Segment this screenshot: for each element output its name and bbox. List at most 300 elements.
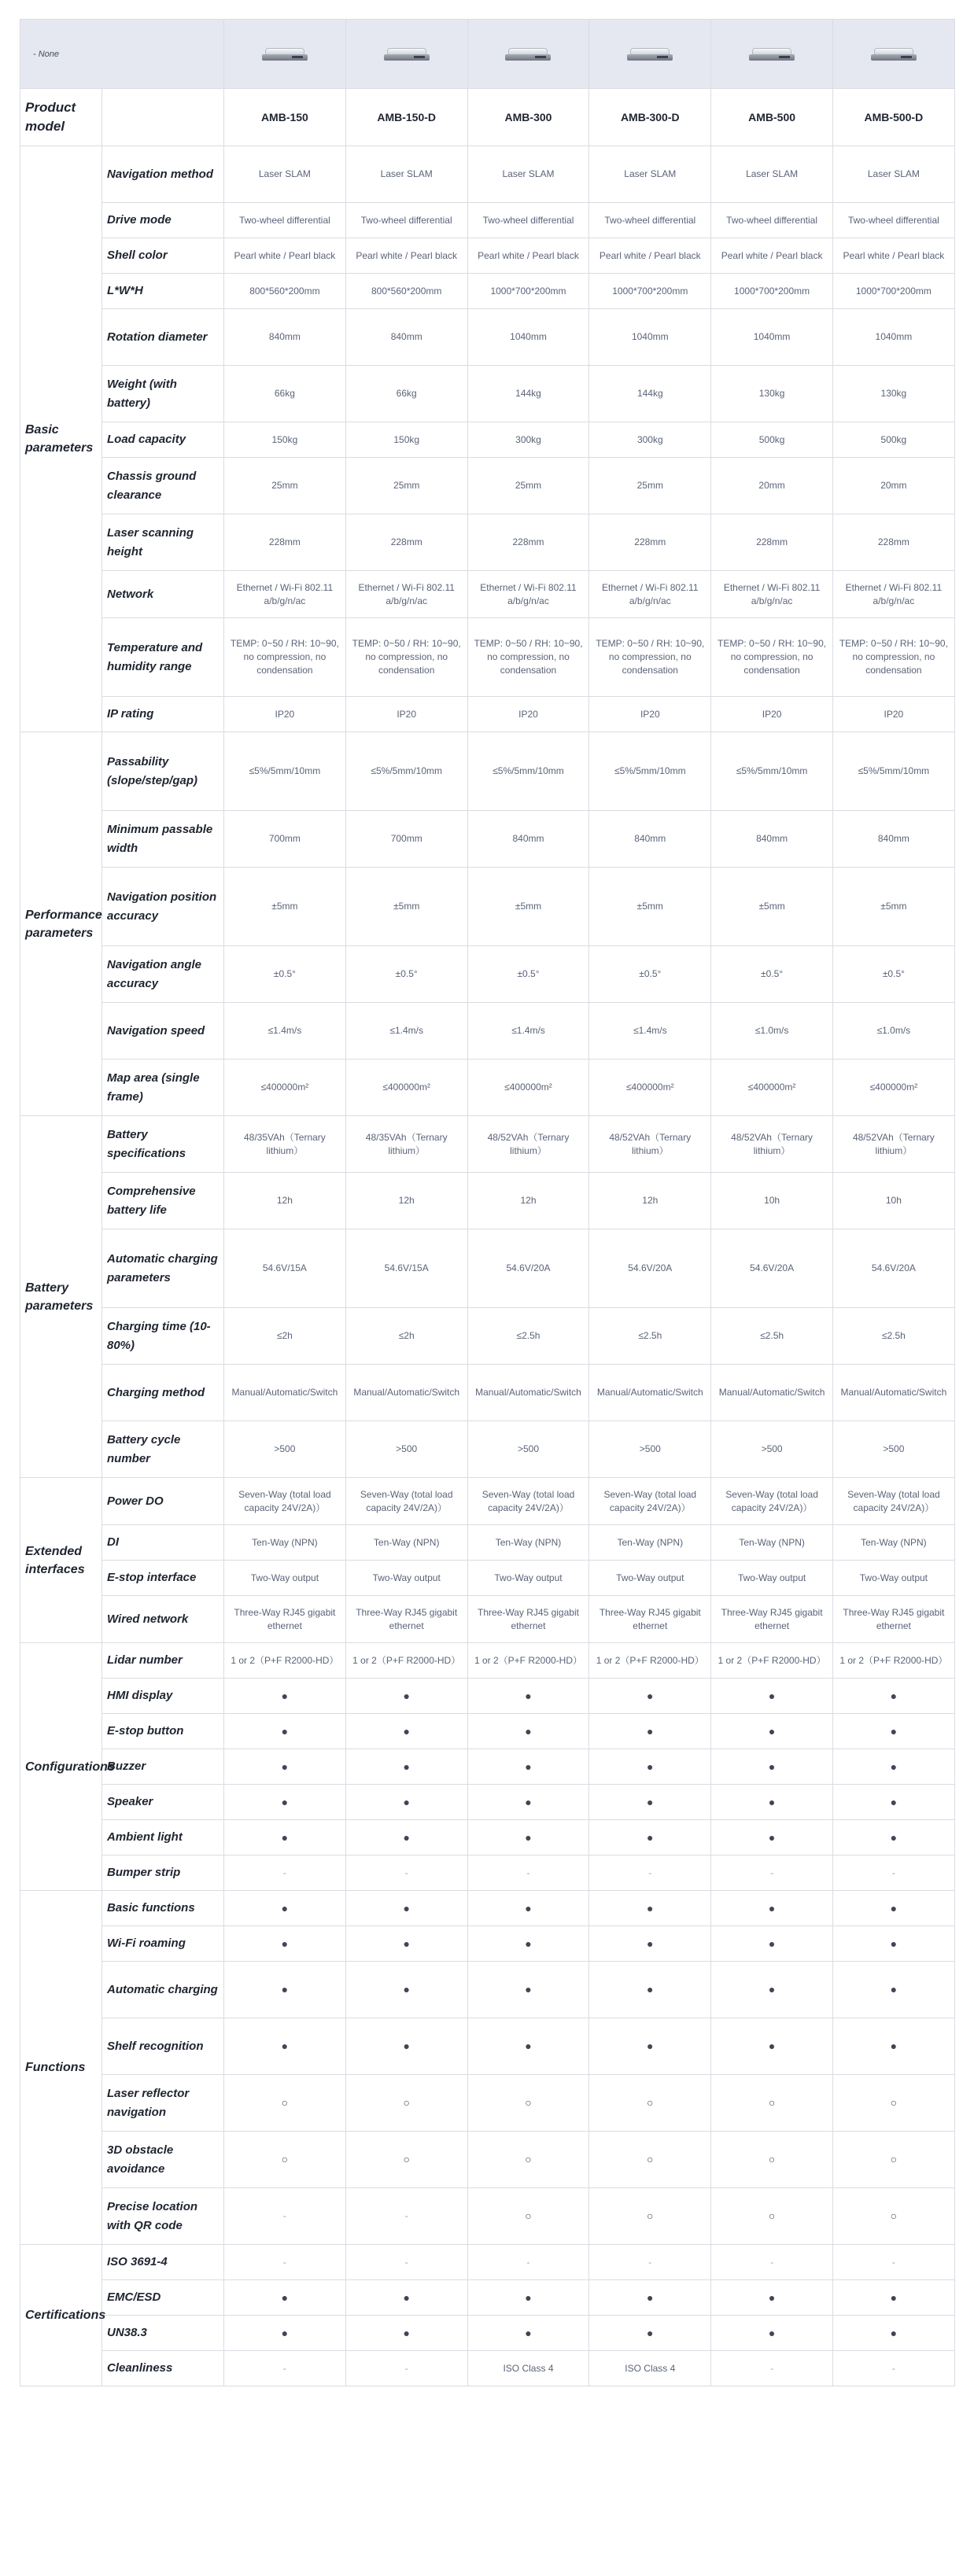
spec-value: Two-wheel differential <box>224 203 346 238</box>
optional-feature-icon: ○ <box>224 2075 346 2132</box>
not-available-mark: - <box>345 2351 467 2386</box>
parameter-label: Drive mode <box>102 203 224 238</box>
spec-value: Pearl white / Pearl black <box>589 238 711 274</box>
spec-value: ±5mm <box>467 868 589 946</box>
spec-row <box>20 1926 955 1962</box>
spec-value: Two-wheel differential <box>345 203 467 238</box>
spec-value: Ten-Way (NPN) <box>711 1525 833 1561</box>
spec-row <box>20 366 955 422</box>
standard-feature-icon: ● <box>345 1714 467 1749</box>
parameter-label: Wi-Fi roaming <box>102 1926 224 1962</box>
spec-value: ≤400000m² <box>589 1060 711 1116</box>
spec-row <box>20 2316 955 2351</box>
spec-value: 25mm <box>589 458 711 514</box>
spec-value: 1 or 2（P+F R2000-HD） <box>711 1643 833 1679</box>
spec-row <box>20 697 955 732</box>
spec-value: Laser SLAM <box>832 146 954 203</box>
spec-value: ≤5%/5mm/10mm <box>589 732 711 811</box>
parameter-label: Shell color <box>102 238 224 274</box>
standard-feature-icon: ● <box>467 1891 589 1926</box>
spec-value: Seven-Way (total load capacity 24V/2A)） <box>832 1478 954 1525</box>
spec-value: Two-Way output <box>467 1561 589 1596</box>
standard-feature-icon: ● <box>711 1714 833 1749</box>
standard-feature-icon: ● <box>467 2316 589 2351</box>
spec-value: IP20 <box>467 697 589 732</box>
spec-value: ±0.5° <box>589 946 711 1003</box>
spec-row <box>20 2075 955 2132</box>
spec-value: ±0.5° <box>467 946 589 1003</box>
group-label: Functions <box>20 1891 102 2245</box>
spec-row <box>20 1060 955 1116</box>
parameter-label: E-stop button <box>102 1714 224 1749</box>
amr-chassis-icon <box>505 46 551 62</box>
standard-feature-icon: ● <box>345 1891 467 1926</box>
spec-value: TEMP: 0~50 / RH: 10~90, no compression, no condensation <box>467 618 589 697</box>
parameter-label: Cleanliness <box>102 2351 224 2386</box>
product-spec-table <box>20 19 955 2386</box>
spec-value: >500 <box>467 1421 589 1478</box>
spec-value: ±5mm <box>589 868 711 946</box>
standard-feature-icon: ● <box>224 2316 346 2351</box>
model-name: AMB-300 <box>467 89 589 146</box>
parameter-label: Laser scanning height <box>102 514 224 571</box>
spec-value: 150kg <box>224 422 346 458</box>
not-available-mark: - <box>589 2245 711 2280</box>
spec-row <box>20 1643 955 1679</box>
spec-value: 54.6V/20A <box>467 1229 589 1308</box>
spec-value: 25mm <box>345 458 467 514</box>
spec-value: 1040mm <box>467 309 589 366</box>
spec-value: Manual/Automatic/Switch <box>589 1365 711 1421</box>
spec-value: 20mm <box>832 458 954 514</box>
spec-value: IP20 <box>832 697 954 732</box>
standard-feature-icon: ● <box>345 1679 467 1714</box>
spec-value: 25mm <box>224 458 346 514</box>
optional-feature-icon: ○ <box>589 2188 711 2245</box>
spec-value: 840mm <box>224 309 346 366</box>
not-available-mark: - <box>345 1856 467 1891</box>
parameter-label: Navigation speed <box>102 1003 224 1060</box>
spec-row <box>20 1003 955 1060</box>
parameter-label: Ambient light <box>102 1820 224 1856</box>
spec-value: ≤2h <box>224 1308 346 1365</box>
spec-value: 228mm <box>224 514 346 571</box>
spec-value: TEMP: 0~50 / RH: 10~90, no compression, no condensation <box>224 618 346 697</box>
parameter-label: Map area (single frame) <box>102 1060 224 1116</box>
parameter-label: 3D obstacle avoidance <box>102 2132 224 2188</box>
parameter-label: Charging method <box>102 1365 224 1421</box>
spec-value: ≤400000m² <box>467 1060 589 1116</box>
optional-feature-icon: ○ <box>711 2132 833 2188</box>
spec-value: 48/52VAh（Ternary lithium） <box>467 1116 589 1173</box>
spec-value: Three-Way RJ45 gigabit ethernet <box>589 1596 711 1643</box>
spec-value: 48/52VAh（Ternary lithium） <box>711 1116 833 1173</box>
standard-feature-icon: ● <box>832 2316 954 2351</box>
parameter-label: Rotation diameter <box>102 309 224 366</box>
spec-value: 1 or 2（P+F R2000-HD） <box>224 1643 346 1679</box>
standard-feature-icon: ● <box>832 1749 954 1785</box>
amr-chassis-icon <box>871 46 917 62</box>
spec-value: Laser SLAM <box>467 146 589 203</box>
standard-feature-icon: ● <box>711 1749 833 1785</box>
spec-value: Two-wheel differential <box>832 203 954 238</box>
standard-feature-icon: ● <box>589 1749 711 1785</box>
model-name: AMB-150 <box>224 89 346 146</box>
spec-value: IP20 <box>711 697 833 732</box>
spec-value: 54.6V/15A <box>345 1229 467 1308</box>
standard-feature-icon: ● <box>589 2316 711 2351</box>
spec-value: ≤400000m² <box>345 1060 467 1116</box>
spec-value: TEMP: 0~50 / RH: 10~90, no compression, no condensation <box>711 618 833 697</box>
spec-row <box>20 732 955 811</box>
spec-row <box>20 2188 955 2245</box>
spec-value: 700mm <box>345 811 467 868</box>
parameter-label: Shelf recognition <box>102 2018 224 2075</box>
spec-value: Laser SLAM <box>224 146 346 203</box>
spec-value: Ten-Way (NPN) <box>467 1525 589 1561</box>
standard-feature-icon: ● <box>467 1926 589 1962</box>
spec-row <box>20 2351 955 2386</box>
optional-feature-icon: ○ <box>224 2132 346 2188</box>
spec-value: 500kg <box>832 422 954 458</box>
standard-feature-icon: ● <box>711 2018 833 2075</box>
spec-value: 48/35VAh（Ternary lithium） <box>345 1116 467 1173</box>
spec-value: ≤2h <box>345 1308 467 1365</box>
standard-feature-icon: ● <box>832 1820 954 1856</box>
spec-row <box>20 458 955 514</box>
optional-feature-icon: ○ <box>711 2188 833 2245</box>
image-header-row <box>20 20 955 89</box>
spec-row <box>20 2132 955 2188</box>
standard-feature-icon: ● <box>224 1820 346 1856</box>
standard-feature-icon: ● <box>467 1714 589 1749</box>
parameter-label: Battery cycle number <box>102 1421 224 1478</box>
standard-feature-icon: ● <box>589 1679 711 1714</box>
standard-feature-icon: ● <box>345 2018 467 2075</box>
parameter-label: IP rating <box>102 697 224 732</box>
model-name: AMB-500-D <box>832 89 954 146</box>
spec-value: TEMP: 0~50 / RH: 10~90, no compression, no condensation <box>345 618 467 697</box>
spec-value: 1040mm <box>711 309 833 366</box>
spec-value: >500 <box>589 1421 711 1478</box>
spec-row <box>20 238 955 274</box>
parameter-label: Navigation position accuracy <box>102 868 224 946</box>
not-available-mark: - <box>224 2245 346 2280</box>
spec-row <box>20 1714 955 1749</box>
spec-value: Two-Way output <box>832 1561 954 1596</box>
spec-value: Seven-Way (total load capacity 24V/2A)） <box>711 1478 833 1525</box>
spec-value: ≤5%/5mm/10mm <box>711 732 833 811</box>
spec-row <box>20 1749 955 1785</box>
spec-value: Ten-Way (NPN) <box>589 1525 711 1561</box>
spec-row <box>20 1478 955 1525</box>
parameter-label: Laser reflector navigation <box>102 2075 224 2132</box>
spec-value: Three-Way RJ45 gigabit ethernet <box>467 1596 589 1643</box>
empty-header-cell <box>102 89 224 146</box>
spec-value: Two-Way output <box>589 1561 711 1596</box>
spec-value: 800*560*200mm <box>224 274 346 309</box>
spec-value: ISO Class 4 <box>589 2351 711 2386</box>
spec-value: Seven-Way (total load capacity 24V/2A)） <box>345 1478 467 1525</box>
group-label: Extended interfaces <box>20 1478 102 1643</box>
standard-feature-icon: ● <box>589 1714 711 1749</box>
product-image-cell <box>467 20 589 89</box>
spec-value: Pearl white / Pearl black <box>832 238 954 274</box>
spec-value: 700mm <box>224 811 346 868</box>
parameter-label: Buzzer <box>102 1749 224 1785</box>
spec-value: 1040mm <box>589 309 711 366</box>
spec-value: ≤5%/5mm/10mm <box>345 732 467 811</box>
standard-feature-icon: ● <box>345 1749 467 1785</box>
spec-row <box>20 2245 955 2280</box>
spec-value: Manual/Automatic/Switch <box>711 1365 833 1421</box>
spec-value: ≤1.4m/s <box>589 1003 711 1060</box>
spec-value: 10h <box>711 1173 833 1229</box>
spec-value: ≤2.5h <box>589 1308 711 1365</box>
spec-value: 1000*700*200mm <box>711 274 833 309</box>
spec-row <box>20 309 955 366</box>
standard-feature-icon: ● <box>467 1749 589 1785</box>
product-image-cell <box>589 20 711 89</box>
standard-feature-icon: ● <box>832 1891 954 1926</box>
spec-row <box>20 811 955 868</box>
parameter-label: E-stop interface <box>102 1561 224 1596</box>
parameter-label: Wired network <box>102 1596 224 1643</box>
not-available-mark: - <box>711 1856 833 1891</box>
spec-value: 840mm <box>345 309 467 366</box>
spec-row <box>20 1421 955 1478</box>
product-image-cell <box>224 20 346 89</box>
spec-value: 130kg <box>711 366 833 422</box>
spec-value: Two-Way output <box>711 1561 833 1596</box>
standard-feature-icon: ● <box>589 1820 711 1856</box>
parameter-label: Power DO <box>102 1478 224 1525</box>
product-model-title: Product model <box>20 89 102 146</box>
spec-value: Three-Way RJ45 gigabit ethernet <box>345 1596 467 1643</box>
standard-feature-icon: ● <box>711 2316 833 2351</box>
group-label: Certifications <box>20 2245 102 2386</box>
spec-row <box>20 1596 955 1643</box>
parameter-label: Charging time (10-80%) <box>102 1308 224 1365</box>
parameter-label: Weight (with battery) <box>102 366 224 422</box>
spec-row <box>20 1679 955 1714</box>
amr-chassis-icon <box>627 46 673 62</box>
spec-value: Three-Way RJ45 gigabit ethernet <box>224 1596 346 1643</box>
spec-value: Three-Way RJ45 gigabit ethernet <box>832 1596 954 1643</box>
spec-value: 54.6V/20A <box>832 1229 954 1308</box>
spec-value: Ten-Way (NPN) <box>224 1525 346 1561</box>
spec-value: 840mm <box>467 811 589 868</box>
standard-feature-icon: ● <box>345 2316 467 2351</box>
standard-feature-icon: ● <box>832 1785 954 1820</box>
spec-value: 25mm <box>467 458 589 514</box>
spec-value: ±0.5° <box>832 946 954 1003</box>
standard-feature-icon: ● <box>467 2280 589 2316</box>
spec-value: 66kg <box>224 366 346 422</box>
spec-value: 1 or 2（P+F R2000-HD） <box>832 1643 954 1679</box>
amr-chassis-icon <box>384 46 430 62</box>
spec-value: ISO Class 4 <box>467 2351 589 2386</box>
standard-feature-icon: ● <box>345 1962 467 2018</box>
standard-feature-icon: ● <box>711 1679 833 1714</box>
not-available-mark: - <box>711 2351 833 2386</box>
product-image-cell <box>345 20 467 89</box>
standard-feature-icon: ● <box>589 2018 711 2075</box>
spec-value: IP20 <box>345 697 467 732</box>
spec-value: 54.6V/15A <box>224 1229 346 1308</box>
standard-feature-icon: ● <box>224 1714 346 1749</box>
spec-value: 228mm <box>467 514 589 571</box>
spec-value: Ethernet / Wi-Fi 802.11 a/b/g/n/ac <box>589 571 711 618</box>
spec-value: ±5mm <box>224 868 346 946</box>
standard-feature-icon: ● <box>711 1962 833 2018</box>
spec-value: Laser SLAM <box>589 146 711 203</box>
not-available-mark: - <box>711 2245 833 2280</box>
standard-feature-icon: ● <box>589 1926 711 1962</box>
spec-value: 10h <box>832 1173 954 1229</box>
spec-value: 1040mm <box>832 309 954 366</box>
parameter-label: Passability (slope/step/gap) <box>102 732 224 811</box>
spec-value: Two-wheel differential <box>711 203 833 238</box>
spec-value: 12h <box>589 1173 711 1229</box>
spec-value: Manual/Automatic/Switch <box>345 1365 467 1421</box>
spec-value: Ethernet / Wi-Fi 802.11 a/b/g/n/ac <box>467 571 589 618</box>
parameter-label: Speaker <box>102 1785 224 1820</box>
parameter-label: Basic functions <box>102 1891 224 1926</box>
optional-feature-icon: ○ <box>467 2188 589 2245</box>
standard-feature-icon: ● <box>711 1926 833 1962</box>
spec-value: 500kg <box>711 422 833 458</box>
spec-value: >500 <box>345 1421 467 1478</box>
standard-feature-icon: ● <box>224 1679 346 1714</box>
spec-value: ±5mm <box>345 868 467 946</box>
standard-feature-icon: ● <box>832 2018 954 2075</box>
spec-value: ≤400000m² <box>711 1060 833 1116</box>
spec-value: ≤5%/5mm/10mm <box>224 732 346 811</box>
product-image-cell <box>832 20 954 89</box>
spec-value: Three-Way RJ45 gigabit ethernet <box>711 1596 833 1643</box>
spec-value: ≤1.4m/s <box>345 1003 467 1060</box>
parameter-label: Minimum passable width <box>102 811 224 868</box>
spec-value: Two-Way output <box>345 1561 467 1596</box>
standard-feature-icon: ● <box>467 1679 589 1714</box>
spec-value: 48/35VAh（Ternary lithium） <box>224 1116 346 1173</box>
spec-row <box>20 1173 955 1229</box>
standard-feature-icon: ● <box>224 2018 346 2075</box>
spec-row <box>20 1891 955 1926</box>
spec-value: Two-wheel differential <box>589 203 711 238</box>
spec-value: Ethernet / Wi-Fi 802.11 a/b/g/n/ac <box>345 571 467 618</box>
standard-feature-icon: ● <box>224 2280 346 2316</box>
standard-feature-icon: ● <box>345 1926 467 1962</box>
spec-value: Manual/Automatic/Switch <box>224 1365 346 1421</box>
spec-value: Seven-Way (total load capacity 24V/2A)） <box>467 1478 589 1525</box>
not-available-mark: - <box>224 2351 346 2386</box>
spec-value: Pearl white / Pearl black <box>711 238 833 274</box>
spec-value: ±5mm <box>832 868 954 946</box>
standard-feature-icon: ● <box>467 2018 589 2075</box>
spec-value: TEMP: 0~50 / RH: 10~90, no compression, no condensation <box>589 618 711 697</box>
standard-feature-icon: ● <box>224 1962 346 2018</box>
standard-feature-icon: ● <box>224 1891 346 1926</box>
model-name: AMB-300-D <box>589 89 711 146</box>
spec-row <box>20 1856 955 1891</box>
not-available-mark: - <box>467 1856 589 1891</box>
standard-feature-icon: ● <box>832 1962 954 2018</box>
standard-feature-icon: ● <box>345 1820 467 1856</box>
spec-value: Pearl white / Pearl black <box>345 238 467 274</box>
standard-feature-icon: ● <box>589 2280 711 2316</box>
standard-feature-icon: ● <box>711 1891 833 1926</box>
spec-value: ≤400000m² <box>832 1060 954 1116</box>
standard-feature-icon: ● <box>711 1785 833 1820</box>
standard-feature-icon: ● <box>832 1926 954 1962</box>
parameter-label: Navigation method <box>102 146 224 203</box>
spec-value: Manual/Automatic/Switch <box>467 1365 589 1421</box>
optional-feature-icon: ○ <box>345 2075 467 2132</box>
product-image-cell <box>711 20 833 89</box>
spec-value: ≤2.5h <box>711 1308 833 1365</box>
spec-row <box>20 274 955 309</box>
spec-row <box>20 1365 955 1421</box>
optional-feature-icon: ○ <box>832 2075 954 2132</box>
spec-value: Ten-Way (NPN) <box>345 1525 467 1561</box>
spec-row <box>20 618 955 697</box>
spec-value: Pearl white / Pearl black <box>467 238 589 274</box>
parameter-label: Automatic charging <box>102 1962 224 2018</box>
spec-value: 1 or 2（P+F R2000-HD） <box>467 1643 589 1679</box>
standard-feature-icon: ● <box>832 1679 954 1714</box>
spec-row <box>20 1308 955 1365</box>
spec-row <box>20 1229 955 1308</box>
parameter-label: DI <box>102 1525 224 1561</box>
spec-row <box>20 1116 955 1173</box>
standard-feature-icon: ● <box>224 1926 346 1962</box>
amr-chassis-icon <box>749 46 795 62</box>
standard-feature-icon: ● <box>832 2280 954 2316</box>
not-available-mark: - <box>832 2245 954 2280</box>
spec-value: ≤2.5h <box>467 1308 589 1365</box>
standard-feature-icon: ● <box>224 1785 346 1820</box>
spec-value: Manual/Automatic/Switch <box>832 1365 954 1421</box>
spec-row <box>20 1785 955 1820</box>
standard-feature-icon: ● <box>467 1785 589 1820</box>
group-label: Configurations <box>20 1643 102 1891</box>
spec-value: 20mm <box>711 458 833 514</box>
spec-value: ±0.5° <box>224 946 346 1003</box>
spec-row <box>20 571 955 618</box>
optional-feature-icon: ○ <box>467 2075 589 2132</box>
spec-value: >500 <box>711 1421 833 1478</box>
spec-value: 54.6V/20A <box>589 1229 711 1308</box>
standard-feature-icon: ● <box>345 1785 467 1820</box>
parameter-label: Battery specifications <box>102 1116 224 1173</box>
spec-value: 840mm <box>711 811 833 868</box>
not-available-mark: - <box>345 2245 467 2280</box>
not-available-mark: - <box>832 2351 954 2386</box>
model-name: AMB-500 <box>711 89 833 146</box>
spec-row <box>20 146 955 203</box>
parameter-label: Automatic charging parameters <box>102 1229 224 1308</box>
standard-feature-icon: ● <box>711 2280 833 2316</box>
standard-feature-icon: ● <box>711 1820 833 1856</box>
not-available-mark: - <box>345 2188 467 2245</box>
spec-row <box>20 514 955 571</box>
spec-value: 12h <box>467 1173 589 1229</box>
model-name: AMB-150-D <box>345 89 467 146</box>
spec-row <box>20 2018 955 2075</box>
optional-feature-icon: ○ <box>589 2132 711 2188</box>
